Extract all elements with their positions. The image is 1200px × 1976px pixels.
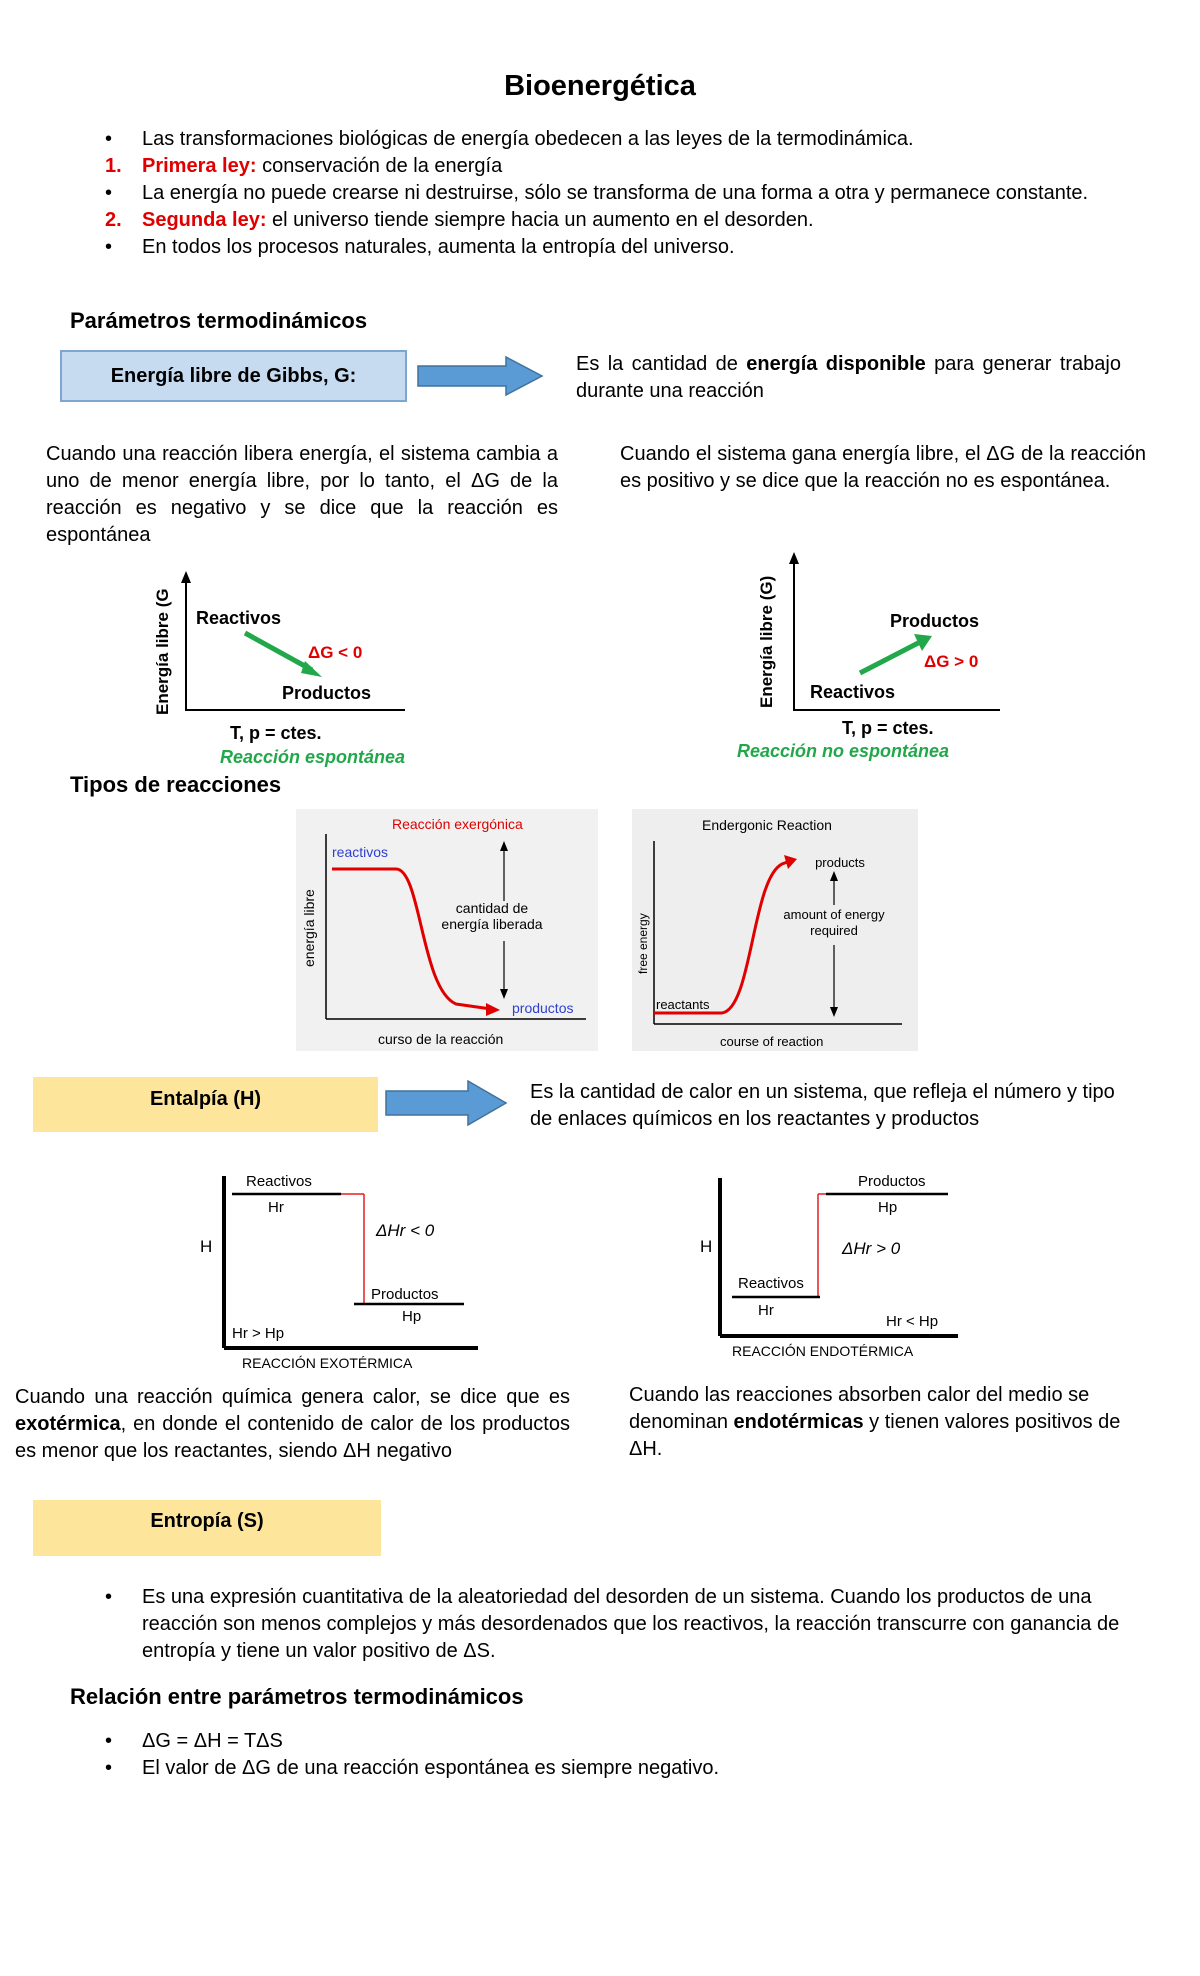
reactants-label: Reactivos — [738, 1275, 804, 1292]
list-item: • El valor de ΔG de una reacción espontánea es siempre negativo. — [105, 1755, 1145, 1782]
products-label: Productos — [890, 611, 980, 631]
energy-released-label: cantidad de energía liberada — [441, 900, 543, 932]
delta-h-label: ΔHr > 0 — [842, 1239, 901, 1258]
axis-label: H — [200, 1237, 213, 1256]
entropia-box: Entropía (S) — [33, 1500, 381, 1556]
list-item: • En todos los procesos naturales, aumenta la entropía del universo. — [105, 234, 1145, 261]
y-axis-label: free energy — [636, 913, 650, 974]
products-label: Productos — [282, 683, 372, 703]
entalpia-box: Entalpía (H) — [33, 1077, 378, 1132]
y-axis-label: Energía libre (G) — [757, 575, 776, 708]
conditions-label: T, p = ctes. — [842, 718, 934, 738]
products-label: Productos — [858, 1173, 926, 1190]
diagram-caption: REACCIÓN ENDOTÉRMICA — [732, 1343, 914, 1359]
law-label: Primera ley: — [142, 155, 257, 177]
products-label: Productos — [371, 1286, 439, 1303]
list-item: • La energía no puede crearse ni destruirse, sólo se transforma de una forma a otra y permanece constante. — [105, 180, 1145, 207]
y-axis-label: energía libre — [301, 889, 317, 967]
right-arrow-icon — [384, 1079, 508, 1127]
reactants-label: reactivos — [332, 844, 389, 860]
chart-title: Endergonic Reaction — [702, 817, 832, 833]
list-item: • Las transformaciones biológicas de energía obedecen a las leyes de la termodinámica. — [105, 126, 1145, 153]
gibbs-negative-text: Cuando una reacción libera energía, el sistema cambia a uno de menor energía libre, por lo tanto, el ΔG de la reacción es negativo y se dice que la reacción es espontánea — [46, 443, 558, 546]
axis-label: H — [700, 1237, 713, 1256]
spontaneous-reaction-diagram — [150, 565, 430, 775]
page-title: Bioenergética — [504, 70, 696, 102]
relacion-list — [105, 1728, 1145, 1782]
hp-label: Hp — [402, 1308, 422, 1325]
endergonic-reaction-diagram — [632, 809, 918, 1051]
diagram-caption: REACCIÓN EXOTÉRMICA — [242, 1355, 413, 1371]
diagram-caption: Reacción no espontánea — [737, 741, 950, 761]
gibbs-positive-text: Cuando el sistema gana energía libre, el ΔG de la reacción es positivo y se dice que la reacción no es espontánea. — [620, 443, 1146, 492]
list-number: 2. — [105, 209, 122, 231]
endothermic-diagram — [696, 1172, 976, 1372]
hr-label: Hr — [268, 1199, 284, 1216]
bullet: • — [105, 1586, 113, 1608]
y-axis-label: Energía libre (G — [153, 588, 172, 715]
list-item: • ΔG = ΔH = TΔS — [105, 1728, 1145, 1755]
bullet: • — [105, 1757, 113, 1779]
comparison-label: Hr < Hp — [886, 1313, 939, 1330]
section-heading: Relación entre parámetros termodinámicos — [70, 1684, 524, 1709]
reactants-label: Reactivos — [246, 1173, 312, 1190]
section-heading: Parámetros termodinámicos — [70, 308, 368, 333]
products-label: productos — [512, 1000, 574, 1016]
diagram-caption: Reacción espontánea — [220, 747, 406, 767]
bullet: • — [105, 128, 113, 150]
law-label: Segunda ley: — [142, 209, 267, 231]
comparison-label: Hr > Hp — [232, 1325, 285, 1342]
entropia-list — [105, 1584, 1145, 1665]
list-item: • Es una expresión cuantitativa de la aleatoriedad del desorden de un sistema. Cuando los productos de una reacción son menos complejos y más desordenados que los reactivos, la reacción transcurre con ganancia de entropía y tiene un valor positivo de ΔS. — [105, 1586, 1120, 1662]
section-heading: Tipos de reacciones — [70, 772, 282, 797]
conditions-label: T, p = ctes. — [230, 723, 322, 743]
delta-g-label: ΔG < 0 — [308, 643, 363, 662]
delta-g-label: ΔG > 0 — [924, 652, 979, 671]
exothermic-text: Cuando una reacción química genera calor, se dice que es exotérmica, en donde el contenido de calor de los productos es menor que los reactantes, siendo ΔH negativo — [15, 1386, 570, 1462]
list-item: 1. Primera ley: conservación de la energía — [105, 153, 1145, 180]
energy-required-label: amount of energy required — [783, 907, 885, 938]
gibbs-box: Energía libre de Gibbs, G: — [60, 350, 407, 402]
x-axis-label: course of reaction — [720, 1034, 824, 1049]
exothermic-diagram — [196, 1168, 486, 1378]
reactants-label: Reactivos — [810, 682, 896, 702]
x-axis-label: curso de la reacción — [378, 1031, 504, 1047]
reactants-label: reactants — [656, 997, 710, 1012]
hr-label: Hr — [758, 1302, 774, 1319]
intro-list — [105, 126, 1145, 261]
bullet: • — [105, 182, 113, 204]
bullet: • — [105, 1730, 113, 1752]
hp-label: Hp — [878, 1199, 898, 1216]
bullet: • — [105, 236, 113, 258]
gibbs-definition: Es la cantidad de energía disponible para generar trabajo durante una reacción — [576, 353, 1121, 402]
chart-title: Reacción exergónica — [392, 816, 523, 832]
delta-h-label: ΔHr < 0 — [376, 1221, 435, 1240]
reactants-label: Reactivos — [196, 608, 282, 628]
exergonic-reaction-diagram — [296, 809, 598, 1051]
non-spontaneous-reaction-diagram — [730, 548, 1020, 768]
entalpia-definition: Es la cantidad de calor en un sistema, que refleja el número y tipo de enlaces químicos en los reactantes y productos — [530, 1081, 1115, 1130]
list-item: 2. Segunda ley: el universo tiende siempre hacia un aumento en el desorden. — [105, 207, 1145, 234]
list-number: 1. — [105, 155, 122, 177]
right-arrow-icon — [416, 355, 544, 397]
endothermic-text: Cuando las reacciones absorben calor del medio se denominan endotérmicas y tienen valores positivos de ΔH. — [629, 1384, 1121, 1460]
products-label: products — [815, 855, 865, 870]
